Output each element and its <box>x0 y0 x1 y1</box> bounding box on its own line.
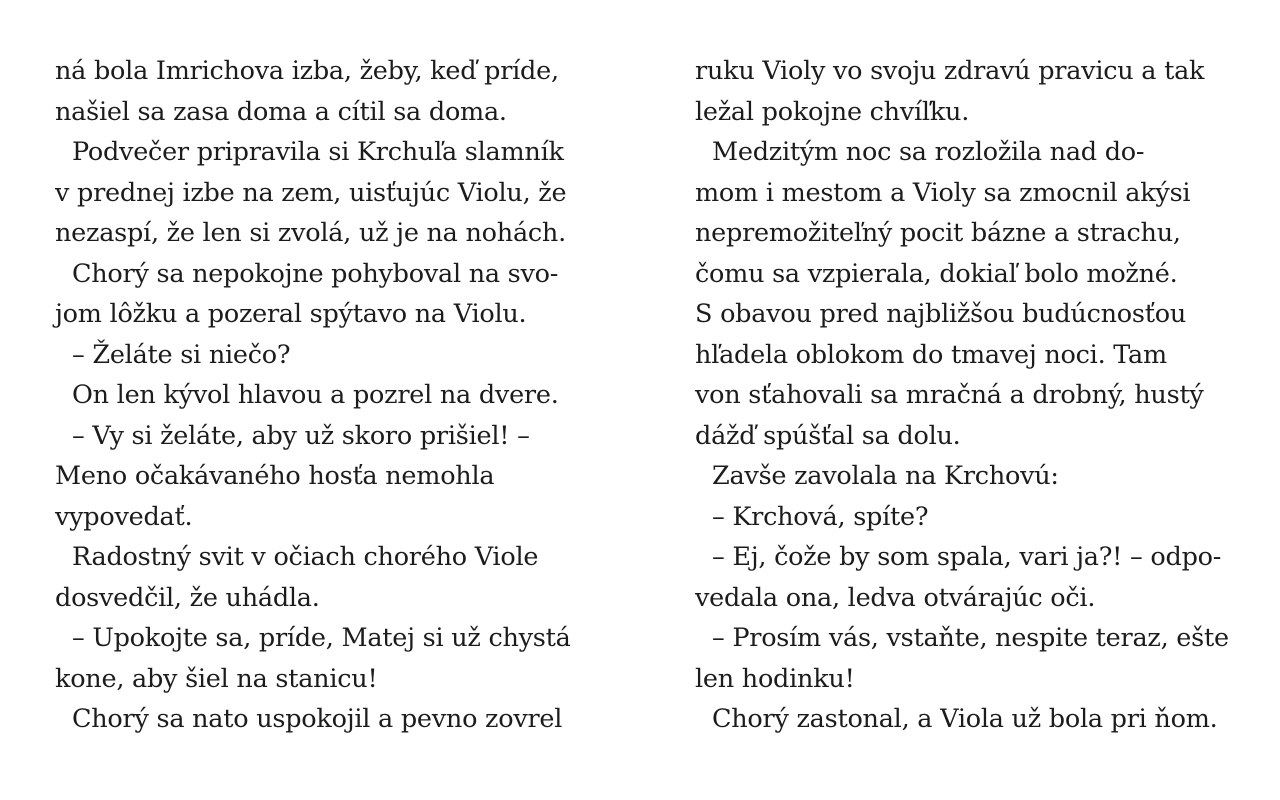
text-line: našiel sa zasa doma a cítil sa doma. <box>55 96 507 127</box>
text-line: Medzitým noc sa rozložila nad do- <box>712 137 1145 167</box>
text-line: Meno očakávaného hosťa nemohla <box>55 461 495 491</box>
text-line: Radostný svit v očiach chorého Viole <box>72 542 539 572</box>
text-line: len hodinku! <box>695 663 855 694</box>
text-line: dosvedčil, že uhádla. <box>55 582 320 613</box>
text-line: ležal pokojne chvíľku. <box>695 96 970 127</box>
text-line: nepremožiteľný pocit bázne a strachu, <box>695 218 1181 248</box>
text-line: – Ej, čože by som spala, vari ja?! – odpo- <box>712 542 1222 572</box>
text-line: jom lôžku a pozeral spýtavo na Violu. <box>55 299 527 329</box>
text-line: vedala ona, ledva otvárajúc oči. <box>695 582 1096 613</box>
text-line: vypovedať. <box>55 501 193 532</box>
left-page-text <box>55 51 571 740</box>
text-line: von sťahovali sa mračná a drobný, hustý <box>695 380 1204 410</box>
text-line: nezaspí, že len si zvolá, už je na nohách. <box>55 218 566 248</box>
text-line: ruku Violy vo svoju zdravú pravicu a tak <box>695 56 1205 86</box>
text-line: – Želáte si niečo? <box>72 339 291 370</box>
text-line: ná bola Imrichova izba, žeby, keď príde, <box>55 56 559 86</box>
text-line: dážď spúšťal sa dolu. <box>695 420 961 451</box>
text-line: Zavše zavolala na Krchovú: <box>712 461 1059 491</box>
text-line: – Upokojte sa, príde, Matej si už chystá <box>72 623 571 653</box>
text-line: On len kývol hlavou a pozrel na dvere. <box>72 380 559 410</box>
text-line: S obavou pred najbližšou budúcnosťou <box>695 299 1187 329</box>
text-line: – Krchová, spíte? <box>712 501 929 532</box>
right-page-text <box>695 51 1229 740</box>
text-line: Chorý sa nato uspokojil a pevno zovrel <box>72 704 563 734</box>
text-line: Chorý sa nepokojne pohyboval na svo- <box>72 258 559 289</box>
text-line: Chorý zastonal, a Viola už bola pri ňom. <box>712 704 1218 734</box>
text-line: v prednej izbe na zem, uisťujúc Violu, že <box>55 177 567 208</box>
text-line: – Prosím vás, vstaňte, nespite teraz, ešte <box>712 623 1229 653</box>
text-line: kone, aby šiel na stanicu! <box>55 663 378 694</box>
text-line: mom i mestom a Violy sa zmocnil akýsi <box>695 177 1191 208</box>
text-line: čomu sa vzpierala, dokiaľ bolo možné. <box>695 258 1178 289</box>
text-line: Podvečer pripravila si Krchuľa slamník <box>72 137 564 167</box>
text-line: – Vy si želáte, aby už skoro prišiel! – <box>72 420 530 451</box>
text-line: hľadela oblokom do tmavej noci. Tam <box>695 339 1167 370</box>
